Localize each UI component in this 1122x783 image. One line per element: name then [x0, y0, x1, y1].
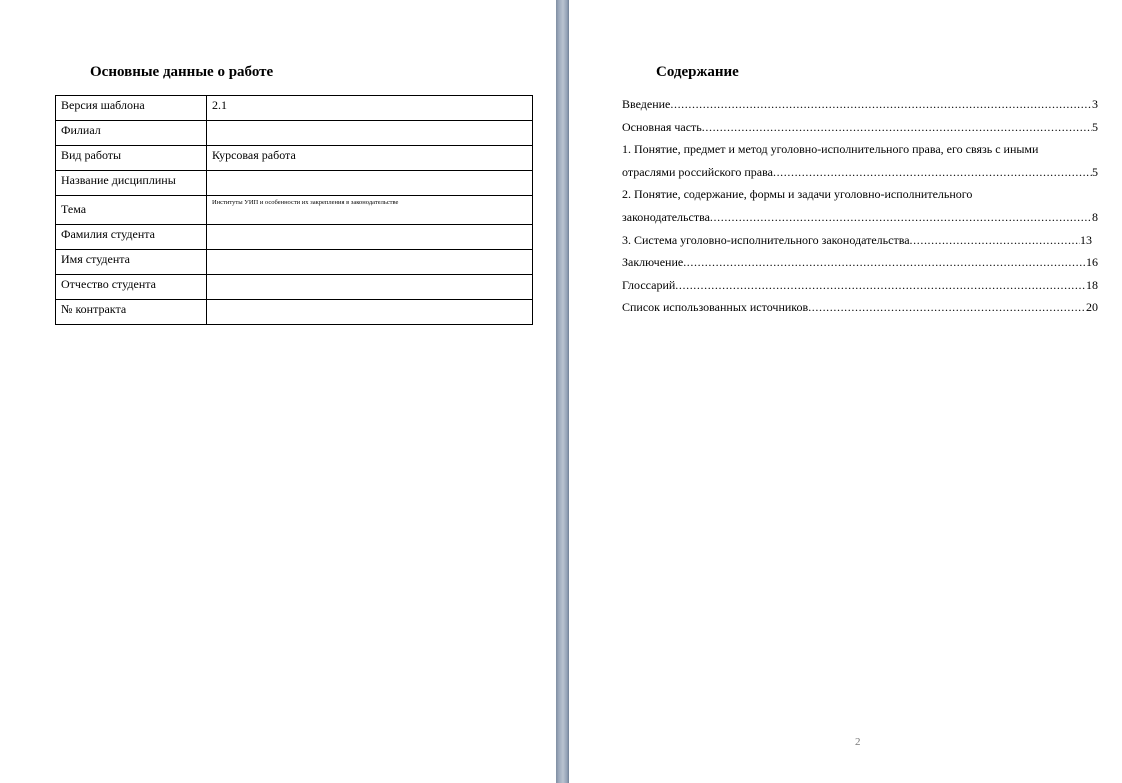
- toc-entry-page: 5: [1092, 164, 1098, 179]
- toc-entry-title: Список использованных источников: [622, 300, 809, 315]
- discipline-value[interactable]: [207, 171, 533, 196]
- toc-leader-dots: [710, 206, 1092, 229]
- work-type-value[interactable]: Курсовая работа: [207, 146, 533, 171]
- contract-number-label: № контракта: [56, 300, 207, 325]
- toc-entry[interactable]: [622, 296, 1098, 319]
- table-row: [56, 96, 533, 121]
- table-row: [56, 300, 533, 325]
- toc-entry-page: 5: [1092, 119, 1098, 134]
- table-row: [56, 225, 533, 250]
- work-type-label: Вид работы: [56, 146, 207, 171]
- student-patronymic-value[interactable]: [207, 275, 533, 300]
- toc-entry-page: 8: [1092, 209, 1098, 224]
- table-row: [56, 121, 533, 146]
- student-name-value[interactable]: [207, 250, 533, 275]
- student-name-label: Имя студента: [56, 250, 207, 275]
- document-page-right: [569, 0, 1122, 783]
- toc-entry-page: 3: [1092, 97, 1098, 111]
- toc-entry-page: 20: [1086, 300, 1098, 315]
- toc-leader-dots: [910, 229, 1080, 252]
- table-row: [56, 196, 533, 225]
- toc-entry[interactable]: [622, 251, 1098, 274]
- table-row: [56, 275, 533, 300]
- work-info-table: [55, 95, 533, 325]
- toc-entry-page: 16: [1086, 255, 1098, 270]
- discipline-label: Название дисциплины: [56, 171, 207, 196]
- contract-number-value[interactable]: [207, 300, 533, 325]
- toc-leader-dots: [675, 274, 1086, 297]
- template-version-value[interactable]: 2.1: [207, 96, 533, 121]
- student-surname-label: Фамилия студента: [56, 225, 207, 250]
- page-separator: [556, 0, 569, 783]
- toc-entry-title: Глоссарий: [622, 277, 676, 292]
- toc-entry[interactable]: [622, 229, 1092, 252]
- toc-entry-page: 18: [1086, 277, 1098, 292]
- topic-label: Тема: [56, 196, 207, 225]
- branch-value[interactable]: [207, 121, 533, 146]
- student-patronymic-label: Отчество студента: [56, 275, 207, 300]
- branch-label: Филиал: [56, 121, 207, 146]
- toc-leader-dots: [670, 93, 1092, 116]
- toc-entry-first-line[interactable]: 2. Понятие, содержание, формы и задачи уголовно-исполнительного: [622, 187, 973, 202]
- toc-entry-title: отраслями российского права: [622, 164, 773, 179]
- page-number: 2: [855, 736, 861, 748]
- toc-entry-first-line[interactable]: 1. Понятие, предмет и метод уголовно-исполнительного права, его связь с иными: [622, 142, 1039, 157]
- contents-heading: Содержание: [656, 64, 739, 80]
- table-row: [56, 250, 533, 275]
- table-of-contents: [622, 93, 1098, 319]
- work-info-heading: Основные данные о работе: [90, 64, 274, 80]
- toc-entry[interactable]: [622, 116, 1098, 139]
- toc-entry-title: законодательства: [622, 209, 710, 224]
- student-surname-value[interactable]: [207, 225, 533, 250]
- table-row: [56, 146, 533, 171]
- table-row: [56, 171, 533, 196]
- toc-entry-title: Основная часть: [622, 119, 702, 134]
- toc-entry-title: Заключение: [622, 255, 684, 270]
- toc-entry[interactable]: [622, 93, 1098, 116]
- toc-leader-dots: [773, 161, 1092, 184]
- toc-entry[interactable]: [622, 206, 1098, 229]
- document-page-left: [0, 0, 556, 783]
- toc-entry[interactable]: [622, 161, 1098, 184]
- toc-entry-page: 13: [1080, 232, 1092, 247]
- toc-leader-dots: [683, 251, 1086, 274]
- toc-entry[interactable]: [622, 274, 1098, 297]
- toc-entry-title: Введение: [622, 97, 671, 111]
- toc-leader-dots: [808, 296, 1086, 319]
- toc-leader-dots: [702, 116, 1092, 139]
- template-version-label: Версия шаблона: [56, 96, 207, 121]
- topic-value[interactable]: Институты УИП и особенности их закрепления в законодательстве: [207, 196, 533, 225]
- toc-entry-title: 3. Система уголовно-исполнительного законодательства: [622, 232, 910, 247]
